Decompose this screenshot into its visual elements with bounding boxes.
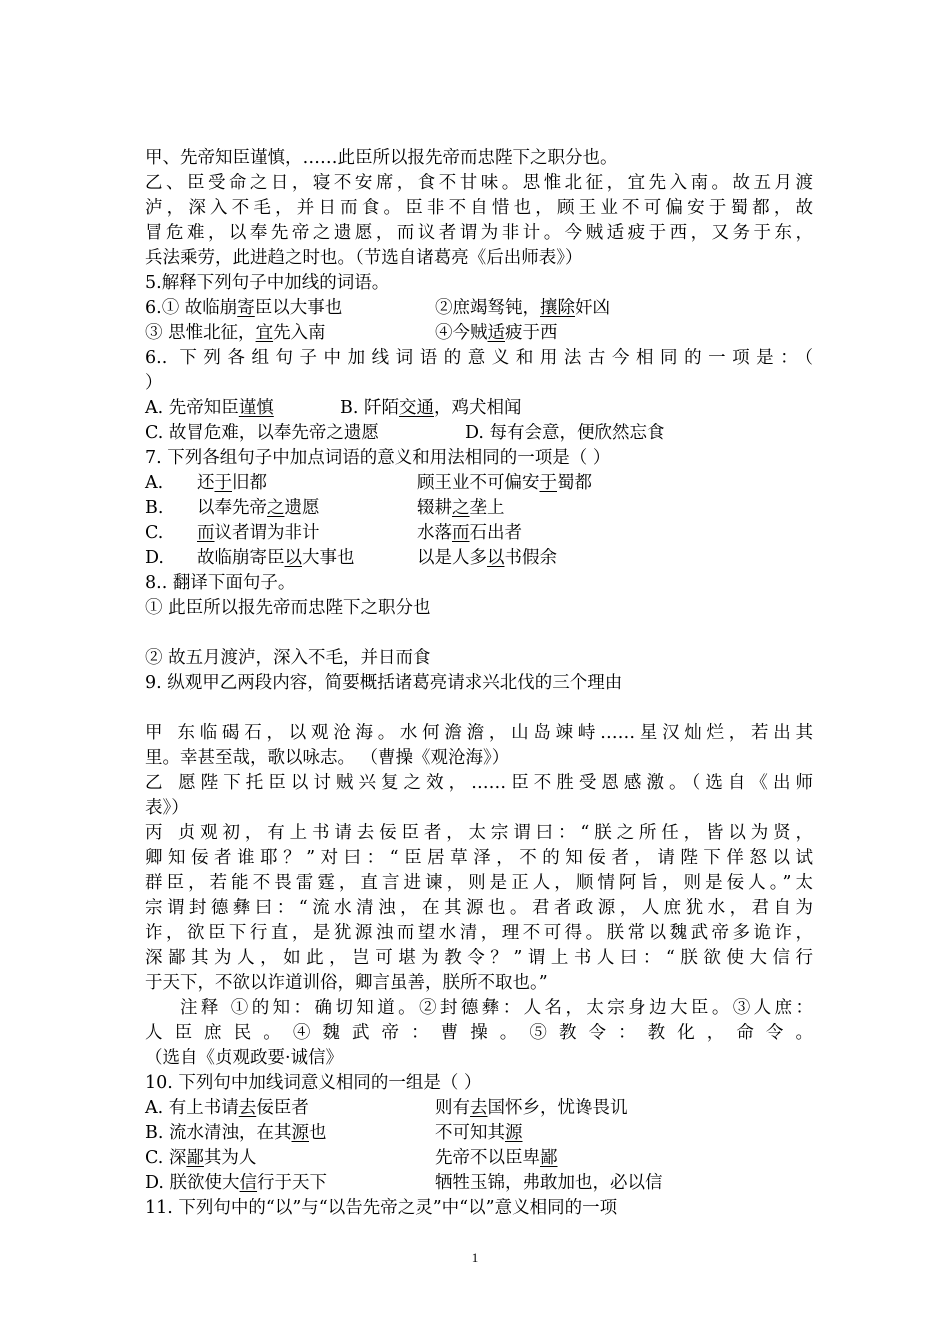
question-10-row: C. 深鄙其为人 先帝不以臣卑鄙 — [145, 1148, 558, 1168]
passage2-yi: 表》） — [145, 798, 189, 818]
passage1-yi-line: 冒危难，以奉先帝之遗愿，而议者谓为非计。今贼适疲于西，又务于东， — [145, 223, 813, 243]
question-8-sentence: ① 此臣所以报先帝而忠陛下之职分也 — [145, 598, 431, 618]
passage2-bing: 深鄙其为人，如此，岂可堪为教令？”谓上书人曰：“朕欲使大信行 — [145, 948, 813, 968]
question-7-title: 7. 下列各组句子中加点词语的意义和用法相同的一项是（ ） — [145, 448, 611, 468]
question-6-options: A. 先帝知臣谨慎 B. 阡陌交通，鸡犬相闻 — [145, 398, 522, 418]
question-10-row: B. 流水清浊，在其源也 不可知其源 — [145, 1123, 523, 1143]
passage1-yi-line: 兵法乘劳，此进趋之时也。（节选自诸葛亮《后出师表》） — [145, 248, 583, 268]
question-8-title: 8.. 翻译下面句子。 — [145, 573, 296, 593]
question-10-row: D. 朕欲使大信行于天下 牺牲玉锦，弗敢加也，必以信 — [145, 1173, 663, 1193]
question-10-title: 10. 下列句中加线词意义相同的一组是（ ） — [145, 1073, 482, 1093]
question-5-row: ③ 思惟北征，宜先入南 ④今贼适疲于西 — [145, 323, 558, 343]
passage2-jia: 里。幸甚至哉，歌以咏志。 （曹操《观沧海》） — [145, 748, 510, 768]
passage2-note: 注释 ①的知：确切知道。②封德彝：人名，太宗身边大臣。③人庶： — [180, 998, 813, 1018]
passage1-yi-line: 乙、臣受命之日，寝不安席，食不甘味。思惟北征，宜先入南。故五月渡 — [145, 173, 813, 193]
passage2-jia: 甲 东临碣石，以观沧海。水何澹澹，山岛竦峙……星汉灿烂，若出其 — [145, 723, 813, 743]
passage2-bing: 卿知佞者谁耶？”对曰：“臣居草泽，不的知佞者，请陛下佯怒以试 — [145, 848, 813, 868]
passage2-bing: 宗谓封德彝曰：“流水清浊，在其源也。君者政源，人庶犹水，君自为 — [145, 898, 813, 918]
passage2-bing: 丙 贞观初，有上书请去佞臣者，太宗谓曰：“朕之所任，皆以为贤， — [145, 823, 813, 843]
passage2-yi: 乙 愿陛下托臣以讨贼兴复之效，……臣不胜受恩感激。（选自《出师 — [145, 773, 813, 793]
question-11-title: 11. 下列句中的“以”与“以告先帝之灵”中“以”意义相同的一项 — [145, 1198, 618, 1218]
passage1-yi-line: 泸，深入不毛，并日而食。臣非不自惜也，顾王业不可偏安于蜀都，故 — [145, 198, 813, 218]
question-8-sentence: ② 故五月渡泸，深入不毛，并日而食 — [145, 648, 431, 668]
question-9-title: 9. 纵观甲乙两段内容，简要概括诸葛亮请求兴北伐的三个理由 — [145, 673, 623, 693]
passage2-bing: 群臣，若能不畏雷霆，直言进谏，则是正人，顺情阿旨，则是佞人。”太 — [145, 873, 813, 893]
passage1-jia: 甲、先帝知臣谨慎，……此臣所以报先帝而忠陛下之职分也。 — [145, 148, 618, 168]
question-5-row: 6.① 故临崩寄臣以大事也 ②庶竭驽钝，攘除奸凶 — [145, 298, 610, 318]
question-7-row: A. 还于旧都 顾王业不可偏安于蜀都 — [145, 473, 592, 493]
passage2-note: 人 臣 庶 民 。 ④ 魏 武 帝 ： 曹 操 。 ⑤ 教 令 ： 教 化 ， 命 令 。 — [145, 1023, 813, 1043]
question-7-row: B. 以奉先帝之遗愿 辍耕之垄上 — [145, 498, 505, 518]
document-page — [145, 146, 813, 1221]
question-6-title-end: ） — [145, 373, 163, 393]
question-6-title: 6.. 下列各组句子中加线词语的意义和用法古今相同的一项是：（ — [145, 348, 813, 368]
question-10-row: A. 有上书请去佞臣者 则有去国怀乡，忧谗畏讥 — [145, 1098, 628, 1118]
question-6-options: C. 故冒危难，以奉先帝之遗愿 D. 每有会意，便欣然忘食 — [145, 423, 665, 443]
page-number: 1 — [471, 1250, 479, 1265]
passage2-source: （选自《贞观政要·诚信》 — [145, 1048, 344, 1068]
question-5-title: 5.解释下列句子中加线的词语。 — [145, 273, 390, 293]
question-7-row: C. 而议者谓为非计 水落而石出者 — [145, 523, 522, 543]
passage2-bing: 诈，欲臣下行直，是犹源浊而望水清，理不可得。朕常以魏武帝多诡诈， — [145, 923, 813, 943]
question-7-row: D. 故临崩寄臣以大事也 以是人多以书假余 — [145, 548, 557, 568]
passage2-bing: 于天下，不欲以诈道训俗，卿言虽善，朕所不取也。” — [145, 973, 548, 993]
